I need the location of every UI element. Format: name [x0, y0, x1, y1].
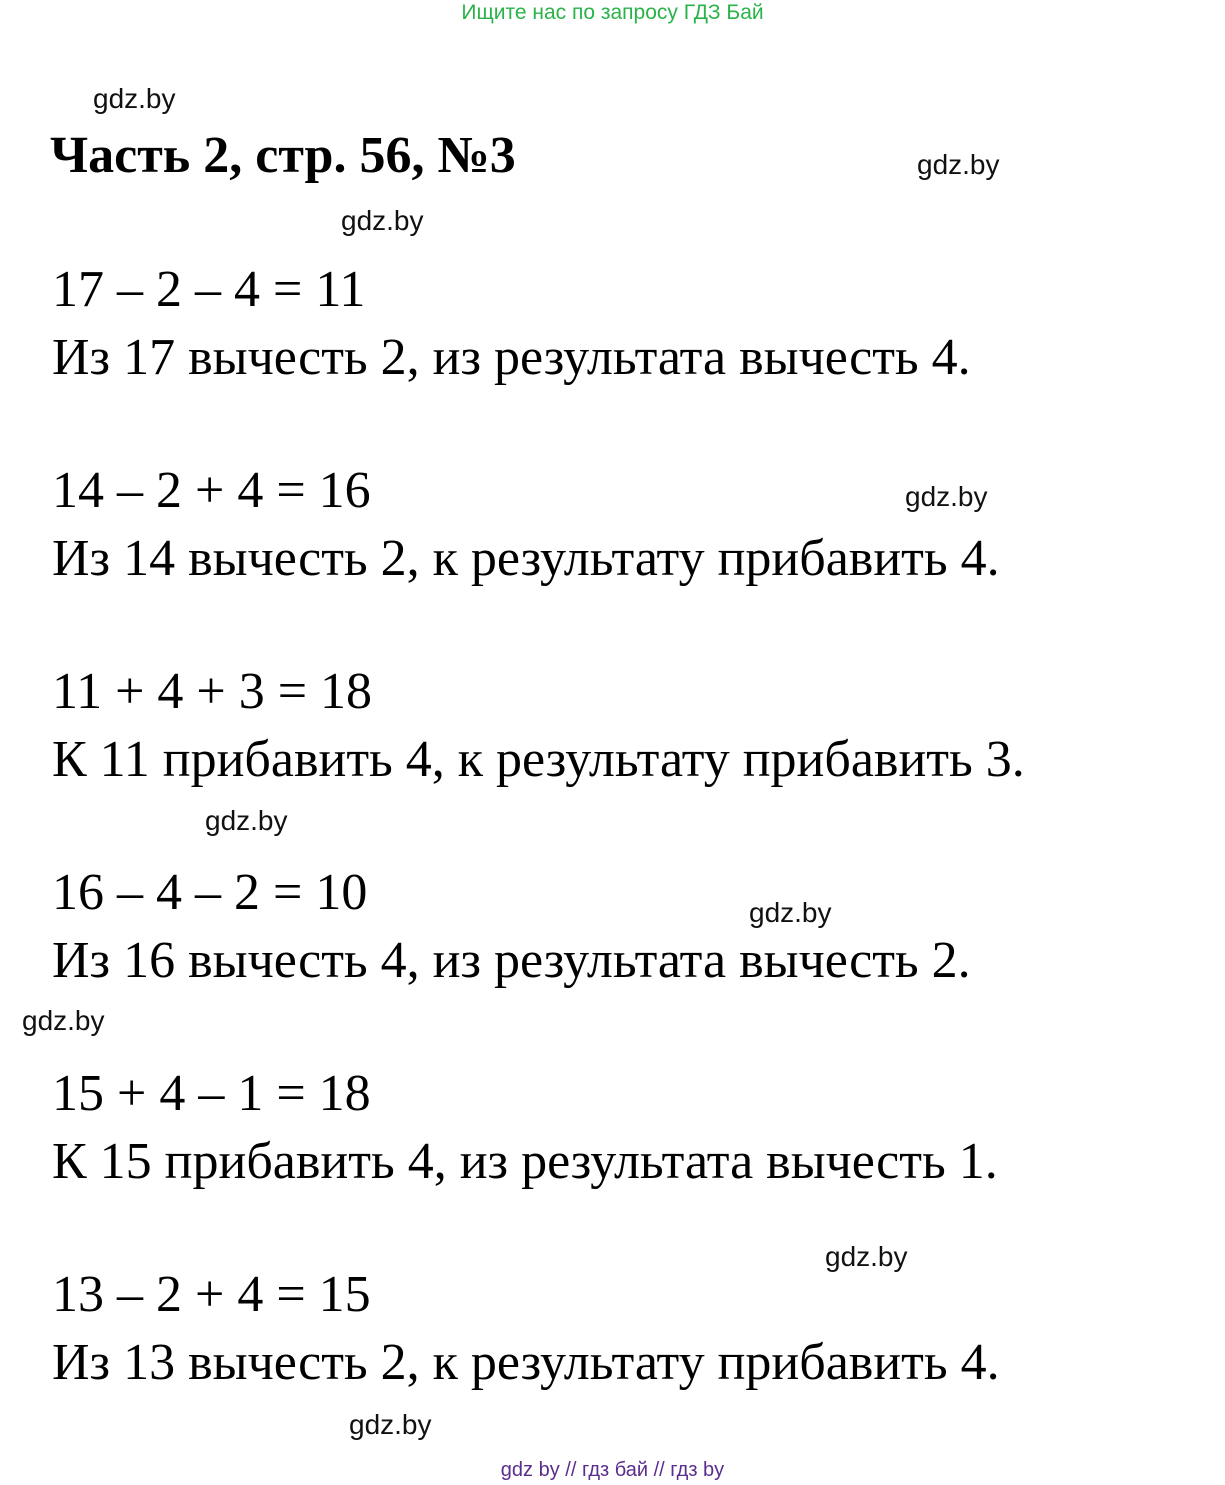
description-4: Из 16 вычесть 4, из результата вычесть 2.: [52, 932, 971, 989]
top-banner: Ищите нас по запросу ГДЗ Бай: [461, 1, 764, 24]
description-2: Из 14 вычесть 2, к результату прибавить 4.: [52, 530, 1000, 587]
description-3: К 11 прибавить 4, к результату прибавить 3.: [52, 731, 1025, 788]
page-title: Часть 2, стр. 56, №3: [50, 127, 516, 184]
watermark: gdz.by: [749, 897, 832, 928]
description-1: Из 17 вычесть 2, из результата вычесть 4.: [52, 329, 971, 386]
watermark: gdz.by: [22, 1005, 105, 1036]
equation-3: 11 + 4 + 3 = 18: [52, 663, 373, 720]
watermark: gdz.by: [349, 1409, 432, 1440]
equation-6: 13 – 2 + 4 = 15: [52, 1266, 371, 1323]
equation-2: 14 – 2 + 4 = 16: [52, 462, 371, 519]
equation-1: 17 – 2 – 4 = 11: [52, 261, 366, 318]
equation-4: 16 – 4 – 2 = 10: [52, 864, 368, 921]
watermark: gdz.by: [205, 805, 288, 836]
watermark: gdz.by: [905, 481, 988, 512]
footer-watermark: gdz by // гдз бай // гдз by: [500, 1459, 725, 1481]
equation-5: 15 + 4 – 1 = 18: [52, 1065, 371, 1122]
description-5: К 15 прибавить 4, из результата вычесть 1.: [52, 1133, 998, 1190]
watermark: gdz.by: [917, 149, 1000, 180]
watermark: gdz.by: [825, 1241, 908, 1272]
watermark: gdz.by: [93, 83, 176, 114]
description-6: Из 13 вычесть 2, к результату прибавить 4.: [52, 1334, 1000, 1391]
watermark: gdz.by: [341, 205, 424, 236]
